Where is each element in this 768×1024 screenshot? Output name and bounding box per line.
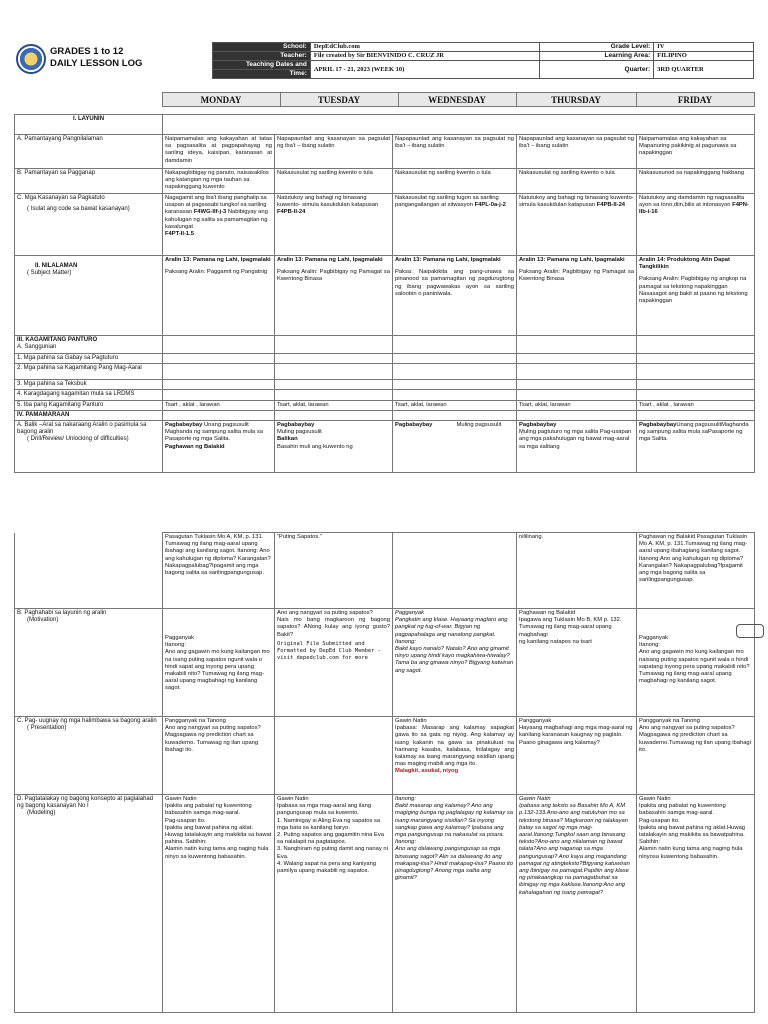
rowC-tue-code: F4PB-II-24	[277, 209, 306, 216]
k2-mon	[163, 364, 275, 380]
B-label-cell	[15, 609, 163, 717]
D-mon: Gawin Natin Ipakita ang pabalat ng kuwentong babasahin samga mag-aaral. Pag-usapan ito. Ipakita ang bawat pahina ng aklat. Huwag tatalakayin ang makikita sa bawat pahina. Sabihin: Alamin natin kung tama ang naging hula ninyo sa kuwentong babasahin.	[163, 795, 275, 1013]
B-wed: Pagganyak Pangkatin ang klase. Hayaang maglaro ang pangkat ng tug-of-war. Bigyan ng pagpapahalaga ang nanalong pangkat. Itanong: Bakit kayo nanalo? Natalo? Ano ang ginamit ninyo upang hindi kayo magkahiwa-hiwalay? Tama ba ang ginawa ninyo? Bigyang katwiran ang sagot.	[393, 609, 517, 717]
rowC-thu-code: F4PB-II-24	[596, 202, 626, 209]
C-wed-cell	[393, 717, 517, 795]
balik-wed-body: Muling pagsusulit	[456, 422, 502, 429]
kag-blank-tue	[275, 336, 393, 354]
grade-value: IV	[654, 43, 754, 52]
aralin-mon: Aralin 13: Pamana ng Lahi, Ipagmalaki	[165, 257, 271, 263]
kag-blank-wed	[393, 336, 517, 354]
k5-tue: Tsart, aklat, larawan	[275, 400, 393, 410]
rowC-tue-text: Natutukoy ang bahagi ng binasang kuwento- simula kasukdulan katapusan	[277, 195, 379, 209]
nilalaman-tue	[275, 256, 393, 336]
sanggunian-label: A. Sanggunian	[17, 344, 57, 351]
balik-tue-body: Muling pagsusulit	[277, 429, 322, 436]
paksa-thu: Paksang Aralin: Pagbibigay ng Pamagat sa Kwentong Binasa	[519, 269, 634, 283]
lesson-log-page-2	[0, 528, 768, 1024]
k5-thu: Tsart, aklat, larawan	[517, 400, 637, 410]
k5-label: 5. Iba pang Kagamitang Panturo	[15, 400, 163, 410]
nilalaman-thu	[517, 256, 637, 336]
C-fri: Pangganyak na Tanong Ano ang nangyari sa puting sapatos?Magpagawa ng prediction chart sa kuwaderno.Tumawag ng ilan upang ibahagi ito.	[637, 717, 755, 795]
rowC-mon-code: F4WG-IIf-j-3	[193, 209, 227, 216]
balik-tue-tail2: Basahin muli ang kuwento ng	[277, 443, 353, 450]
balik-wed-head: Pagbabaybay	[395, 422, 433, 429]
k1-fri	[637, 354, 755, 364]
k4-fri	[637, 390, 755, 400]
rowA-tue: Napapaunlad ang kasanayan sa pagsulat ng iba't – ibang sulatin	[275, 135, 393, 169]
rowC-tue	[275, 194, 393, 256]
kag-blank-mon	[163, 336, 275, 354]
rowC-wed-code: F4PL-0a-j-2	[474, 202, 506, 209]
lesson-grid-page-2	[14, 532, 755, 1013]
B-label-1: B. Paghahabi sa layunin ng aralin	[17, 610, 107, 616]
rowB-thu: Nakasusulat ng sariling kwento o tula	[517, 169, 637, 194]
lesson-log-header	[14, 42, 754, 84]
D-tue: Gawin Natin Ipabasa sa mga mag-aaral ang ilang pangungusap mula sa kuwento. 1. Naminigay si Aling Eva ng sapatos sa mga bata sa kanilang baryo. 2. Puting sapatos ang gagamitin nina Eva sa nalalapit na pagtatapos. 3. Nanghiram ng puting damit ang nanay ni Eva. 4. Walang sapat na pera ang kaniyang pamilya upang makabili ng sapatos.	[275, 795, 393, 1013]
balik-tue	[275, 421, 393, 473]
kag-blank-fri	[637, 336, 755, 354]
rowB-wed: Nakasusulat ng sariling kwento o tula	[393, 169, 517, 194]
margin-box	[736, 624, 764, 638]
B-tue-cell	[275, 609, 393, 717]
k4-tue	[275, 390, 393, 400]
nilalaman-fri	[637, 256, 755, 336]
day-wednesday: WEDNESDAY	[398, 93, 516, 107]
dates-label-1: Teaching Dates and	[213, 61, 311, 70]
area-label: Learning Area:	[540, 52, 654, 61]
quarter-value: 3RD QUARTER	[654, 61, 754, 79]
lesson-grid-page-1	[14, 114, 755, 473]
cont-mon: Pasagutan Tuklasin Mo A, KM, p. 131. Tumawag ng ilang mag-aaral upang ibahagi ang kanilang sagot. Itanong: Ano ang kahulugan ng diploma? Karangalan? Nakapagpalubag?Ipagamit ang mga bagong salita sa sarilingpangungusap.	[163, 533, 275, 609]
C-wed: Gawin Natin Ipabasa: Masarap ang kalamay sapagkat gawa ito sa gata ng niyog. Ang kalamay ay isang kakanin na gawa sa pinakuluat na harinang kasaba, kalabasa, Inilalagay ang kalamay sa isang marangyang sisidlan upang mas maging mabili ang mga ito.	[395, 718, 514, 768]
kagamitan-label: III. KAGAMITANG PANTURO	[17, 337, 98, 343]
log-title	[50, 46, 142, 70]
k2-fri	[637, 364, 755, 380]
nilalaman-wed	[393, 256, 517, 336]
layunin-heading: I. LAYUNIN	[15, 115, 163, 135]
k1-tue	[275, 354, 393, 364]
balik-mon	[163, 421, 275, 473]
rowC-mon	[163, 194, 275, 256]
k5-wed: Tsart, aklat, larawan	[393, 400, 517, 410]
k3-thu	[517, 380, 637, 390]
grade-label: Grade Level:	[540, 43, 654, 52]
balik-thu-body: Muling pagtuturo ng mga salita Pag-usapan ang mga pakahulugan ng bawat mag-aaral sa mga salitang	[519, 429, 632, 450]
C-tue	[275, 717, 393, 795]
watermark-note: Original File Submitted and Formatted by DepEd Club Member - visit depedclub.com for more	[277, 640, 381, 661]
cont-fri: Paghawan ng Balakid Pasagutan Tuklasin Mo A, KM, p. 131.Tumawag ng ilang mag-aaral upang ibahagiang kanilang sagot. Itanong:Ano ang kahulugan ng diploma? Karangalan? Nakapagpalubag?Ipagamit ang mga bagong salita sa sarilingpangungusap.	[637, 533, 755, 609]
paksa-wed: Paksa: Naipakikita ang pang-unawa sa pinanood sa pamamagitan ng pagdurugtong ng ibang pagwawakas ayon sa sariling saloobin o paniniwala.	[395, 269, 514, 297]
B-mon: Pagganyak Itanong: Ano ang gagawin mo kung kailangan mo na isang puting sapatos ngunit wala o hindi sapat ang inyong pera upang makabili nito? Tumawag ng ilang mag-aaral upang magbahagi ng kanilang sagot.	[163, 609, 275, 717]
k5-mon: Tsart , aklat , larawan	[163, 400, 275, 410]
rowA-label: A. Pamantayang Pangnilalaman	[15, 135, 163, 169]
k2-tue	[275, 364, 393, 380]
rowA-fri: Naipamamalas ang kakayahan sa Mapanuring pakikinig at pagunawa sa napakinggan	[637, 135, 755, 169]
nilalaman-label: II. NILALAMAN	[35, 263, 78, 269]
k3-wed	[393, 380, 517, 390]
day-corner	[14, 93, 162, 107]
D-thu: Gawin Natin Ipabasa ang teksto sa Basahin Mo A, KM p.132-133.Ano-ano ang natutuhan mo sa tekstong binasa? Magkaroon ng talakayan batay sa sagot ng mga mag-aaral.Itanong:Tungkol saan ang binasang teksto?Ano-ano ang nilalaman ng bawat talata?Ano ang naganap sa mga pangungusap? Ano kaya ang magandang pamagat ng atingteksto?Bigyang katuwiran ang ibinigay na pamagat.Papiliin ang klase ng pinakaangkop na pamagatbuhat sa ibinigay ng mga kaklase.Itanong:Ano ang kahalagahan ng isang pamagat?	[517, 795, 637, 1013]
balik-wed	[393, 421, 517, 473]
balik-tue-head: Pagbabaybay	[277, 422, 315, 429]
balik-fri	[637, 421, 755, 473]
quarter-label: Quarter:	[540, 61, 654, 79]
school-label: School:	[213, 43, 311, 52]
teacher-label: Teacher:	[213, 52, 311, 61]
aralin-fri: Aralin 14: Produktong Atin Dapat Tangkilikin	[639, 257, 730, 271]
nilalaman-label-cell	[15, 256, 163, 336]
rowA-mon: Naipamamalas ang kakayahan at tatas sa pagsasalita at pagpapahayag ng sariling ideya, kaisipan, karanasan at damdamin	[163, 135, 275, 169]
dates-label-2: Time:	[213, 70, 311, 79]
nilalaman-note: ( Subject Matter)	[27, 270, 72, 277]
kagamitan-label-cell	[15, 336, 163, 354]
pam-wed	[393, 410, 517, 420]
rowC-fri	[637, 194, 755, 256]
rowC-mon-code2: F4PT-II-1.5	[165, 231, 194, 238]
rowC-fri-code: F4PN-IIb-i-16	[639, 202, 749, 216]
day-thursday: THURSDAY	[516, 93, 636, 107]
cont-wed	[393, 533, 517, 609]
rowC-wed	[393, 194, 517, 256]
rowC-note: ( Isulat ang code sa bawat kasanayan)	[27, 206, 130, 213]
D-wed: Itanong: Bakit masarap ang kalamay? Ano ang magiging bunga ng paglalagay ng kalamay sa isang marangyang sisidlan? Sa inyong sangkap gawa ang kalamay? Ipabasa ang mga pangungusap na nakasulat sa pisara. Itanong: Ano ang dalawang pangungusap sa mga binasang sagot? Alin sa dalawang ito ang makapag-iisa? Hindi makapag-iisa? Paano ito pinagdugtong? Anong mga salita ang ginamit?	[393, 795, 517, 1013]
pam-fri	[637, 410, 755, 420]
k1-label: 1. Mga pahina sa Gabay sa Pagtuturo	[15, 354, 163, 364]
balik-thu	[517, 421, 637, 473]
k4-mon	[163, 390, 275, 400]
C-label-cell	[15, 717, 163, 795]
layunin-blank	[163, 115, 755, 135]
rowC-mon-text2: Nabibigyay ang kahulugan ng salita sa pamamagitan ng kasalungat	[165, 209, 268, 230]
B-thu: Paghawan ng Balakid Ipagawa ang Tuklasin Mo B, KM p. 132. Tumawag ng ilang mag-aaral upang magbahagi ng kanilang natapos na tsart	[517, 609, 637, 717]
aralin-tue: Aralin 13: Pamana ng Lahi, Ipagmalaki	[277, 257, 383, 263]
school-value: DepEdClub.com	[310, 43, 540, 52]
k2-wed	[393, 364, 517, 380]
C-mon: Pangganyak na Tanong Ano ang nangyari sa puting sapatos? Magpagawa ng prediction chart sa kuwaderno. Tumawag ng ilan upang ibahagi ito.	[163, 717, 275, 795]
day-friday: FRIDAY	[636, 93, 754, 107]
rowA-thu: Napapaunlad ang kasanayan sa pagsulat ng iba't – ibang sulatin	[517, 135, 637, 169]
balik-mon-tail: Paghawan ng Balakid	[165, 443, 225, 450]
C-label-2: ( Presentation)	[27, 725, 67, 732]
day-monday: MONDAY	[162, 93, 280, 107]
balik-label-2: ( Drill/Review/ Unlocking of difficulties)	[27, 436, 129, 443]
rowC-thu	[517, 194, 637, 256]
deped-seal-logo	[16, 44, 46, 74]
C-wed-ingredients: Malagkit, asukal, niyog	[395, 768, 459, 775]
teacher-value: File created by Sir BIENVINIDO C. CRUZ JR	[310, 52, 540, 61]
cont-thu: nililinang.	[517, 533, 637, 609]
C-thu: Pangganyak Hayaang magbahagi ang mga mag-aaral ng kanilang karanasan kaugnay ng paglalo. Paano ginagawa ang kalamay?	[517, 717, 637, 795]
k1-thu	[517, 354, 637, 364]
pam-tue	[275, 410, 393, 420]
kag-blank-thu	[517, 336, 637, 354]
rowC-thu-text: Natutukoy ang bahagi ng binasang kuwento- simula kasukdulan katapusan	[519, 195, 634, 209]
k4-thu	[517, 390, 637, 400]
balik-mon-head: Pagbabaybay	[165, 422, 203, 429]
area-value: FILIPINO	[654, 52, 754, 61]
balik-mon-body: Unang pagsusulit Maghanda ng sampung salita mula sa Pasaporte ng mga Salita.	[165, 422, 263, 443]
k5-fri: Tsart , aklat , larawan	[637, 400, 755, 410]
dates-value: APRIL 17 - 21, 2023 (WEEK 10)	[310, 61, 540, 79]
balik-label-1: A. Balik –Aral sa nakaraang Aralin o pasimula sa bagong aralin	[17, 422, 147, 436]
rowC-label: C. Mga Kasanayan sa Pagkatuto	[17, 195, 105, 201]
B-tue: Ano ang nangyari sa puting sapatos? Nais mo bang magkaroon ng bagong sapatos? ANong kulay ang iyong gusto? Bakit?	[277, 610, 390, 638]
cont-label	[15, 533, 163, 609]
info-table	[212, 42, 754, 79]
C-label-1: C. Pag- uugnay ng mga halimbawa sa bagong aralin	[17, 718, 157, 724]
D-label-2: (Modeling)	[27, 810, 56, 817]
rowC-fri-text: Natutukoy ang damdamin ng nagsasalita ayon sa tono,diin,bilis at intonasyon	[639, 195, 745, 209]
rowB-tue: Nakasusulat ng sariling kwento o tula	[275, 169, 393, 194]
rowA-wed: Napapaunlad ang kasanayan sa pagsulat ng iba't – ibang sulatin	[393, 135, 517, 169]
aralin-wed: Aralin 13: Pamana ng Lahi, Ipagmalaki	[395, 257, 501, 263]
k3-mon	[163, 380, 275, 390]
day-header-row	[14, 92, 755, 107]
paksa-tue: Paksang Aralin: Pagbibigay ng Pamagat sa Kwentong Binasa	[277, 269, 390, 283]
balik-label-cell	[15, 421, 163, 473]
k3-tue	[275, 380, 393, 390]
k1-wed	[393, 354, 517, 364]
paksa-mon: Paksang Aralin: Paggamit ng Pangatnig	[165, 269, 268, 276]
rowB-mon: Nakapagbibigay ng panuto, naisasakilos ang katangian ng mga tauhan sa napakinggang kuwento	[163, 169, 275, 194]
pam-mon	[163, 410, 275, 420]
title-line-2: DAILY LESSON LOG	[50, 58, 143, 69]
k1-mon	[163, 354, 275, 364]
k4-wed	[393, 390, 517, 400]
rowC-wed-text: Nakasusulat ng sariling tugon sa sariling pangangailangan at sitwasyon	[395, 195, 499, 209]
k2-label: 2. Mga pahina sa Kagamitang Pang Mag-Aaral	[15, 364, 163, 380]
balik-thu-head: Pagbabaybay	[519, 422, 557, 429]
B-label-2: (Motivation)	[27, 617, 59, 624]
pamamaraan-label: IV. PAMAMARAAN	[15, 410, 163, 420]
nilalaman-mon	[163, 256, 275, 336]
paksa-fri: Paksang Aralin: Pagbibigay ng angkop na pamagat sa tekstong napakinggan Nasasagot ang bakit at paano ng tekstong napakinggan	[639, 276, 748, 305]
D-label-cell	[15, 795, 163, 1013]
k4-label: 4. Karagdagang kagamitan mula sa LRDMS	[15, 390, 163, 400]
k3-label: 3. Mga pahina sa Teksbuk	[15, 380, 163, 390]
k2-thu	[517, 364, 637, 380]
aralin-thu: Aralin 13: Pamana ng Lahi, Ipagmalaki	[519, 257, 625, 263]
k3-fri	[637, 380, 755, 390]
rowB-label: B. Pamantayan sa Pagganap	[15, 169, 163, 194]
cont-tue: “Puting Sapatos.”	[275, 533, 393, 609]
balik-tue-tail: Balikan	[277, 436, 298, 443]
balik-fri-head: Pagbabaybay	[639, 422, 677, 429]
D-label-1: D. Pagtatalakay ng bagong konsepto at paglalahad ng bagong kasanayan No I	[17, 796, 154, 810]
rowB-fri: Nakasusunod sa napakinggang hakbang	[637, 169, 755, 194]
rowC-mon-text: Nagagamit ang iba't ibang panghalip sa usapan at pagsasabi tungkol sa sariling karanasan	[165, 195, 267, 216]
rowC-label-cell	[15, 194, 163, 256]
D-fri: Gawin Natin Ipakita ang pabalat ng kuwentong babasahin samga mag-aaral. Pag-usapan ito. Ipakita ang bawat pahina ng aklat.Huwag tatalakayin ang makikita sa bawatpahina. Sabihin: Alamin natin kung tama ang naging hula ninyosa kuwentong babasahin.	[637, 795, 755, 1013]
balik-fri-body: Unang pagsusulitMaghanda ng sampung salita mula saPasaporte ng mga Salita.	[639, 422, 749, 443]
day-tuesday: TUESDAY	[280, 93, 398, 107]
title-line-1: GRADES 1 to 12	[50, 46, 124, 57]
B-fri: Pagganyak Itanong: Ano ang gagawin mo kung kailangan mo naisang puting sapatos ngunit wala o hindi sapatang inyong pera upang makabili nito?Tumawag ng ilang mag-aaral upang magbahagi ng kanilang sagot.	[637, 609, 755, 717]
pam-thu	[517, 410, 637, 420]
